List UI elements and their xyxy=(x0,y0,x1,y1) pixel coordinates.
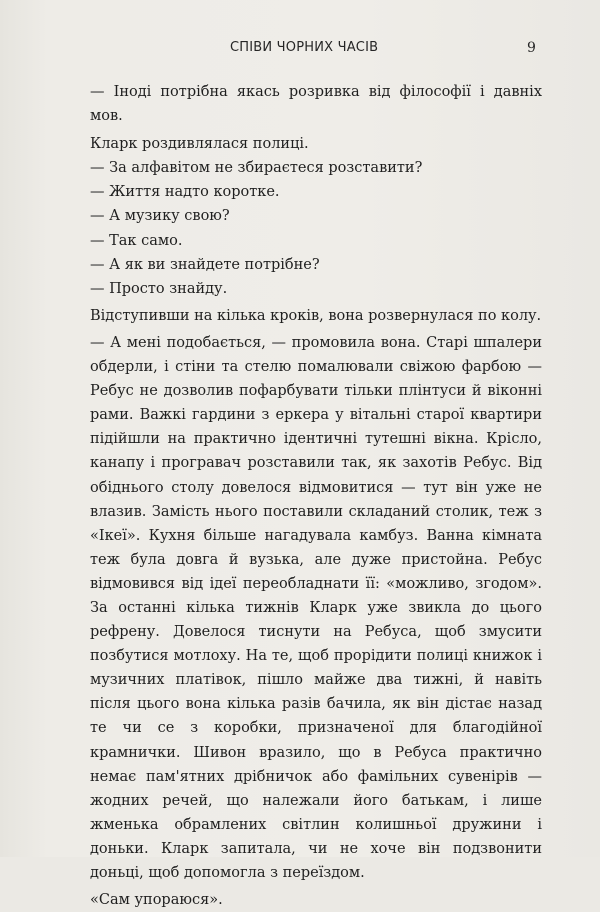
paragraph-1: — Іноді потрібна якась розривка від філософії і давніх мов. xyxy=(90,84,542,125)
paragraph-9: Відступивши на кілька кроків, вона розвернулася по колу. xyxy=(90,307,542,324)
page-number: 9 xyxy=(527,40,537,56)
paragraph-10: — А мені подобається, — промовила вона. Старі шпалери обдерли, і стіни та стелю помалювали свіжою фарбою — Ребус не дозволив пофарбувати тільки плінтуси й віконні рами. Важкі гардини з еркера у вітальні старої квартири підійшли на практично ідентичні тутешні вікна. Крісло, канапу і програвач розставили так, як захотів Ребус. Від обіднього столу довелося відмовитися — тут він уже не влазив. Замість нього поставили складаний столик, теж з «Ікеї». Кухня більше нагадувала камбуз. Ванна кімната теж була довга й вузька, але дуже пристойна. Ребус відмовився від ідеї переобладнати її: «можливо, згодом». За останні кілька тижнів Кларк уже звикла до цього рефрену. Довелося тиснути на Ребуса, щоб змусити позбутися мотлоху. На те, щоб прорідити полиці книжок і музичних платівок, пішло майже два тижні, й навіть після цього вона кілька разів бачила, як він дістає назад те чи се з коробки, призначеної для благодійної крамнички. Шивон вразило, що в Ребуса практично немає пам'ятних дрібничок або фамільних сувенірів — жодних речей, що належали його батькам, і лише жменька обрамлених світлин колишньої дружини і доньки. Кларк запитала, чи не хоче він подзвонити доньці, щоб допомогла з переїздом. xyxy=(90,334,542,881)
paragraph-5: — А музику свою? xyxy=(90,208,230,225)
running-head xyxy=(0,40,600,60)
paragraph-2: Кларк роздивлялася полиці. xyxy=(90,136,309,153)
running-title: СПІВИ ЧОРНИХ ЧАСІВ xyxy=(230,40,379,55)
paragraph-8: — Просто знайду. xyxy=(90,280,228,297)
paragraph-11: «Сам упораюся». xyxy=(90,892,223,909)
paragraph-7: — А як ви знайдете потрібне? xyxy=(90,256,320,273)
paragraph-4: — Життя надто коротке. xyxy=(90,184,280,201)
body-text xyxy=(90,80,542,912)
paragraph-3: — За алфавітом не збираєтеся розставити? xyxy=(90,160,423,177)
paragraph-6: — Так само. xyxy=(90,232,183,249)
